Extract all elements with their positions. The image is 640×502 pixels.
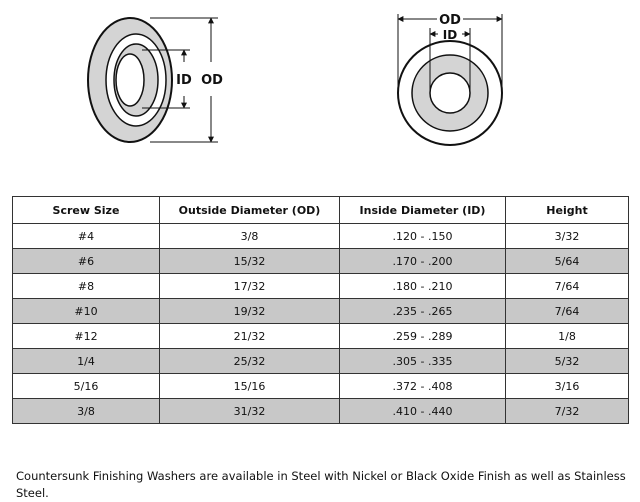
header-height: Height (506, 197, 629, 224)
cell-outside-diameter: 31/32 (160, 399, 340, 424)
cell-outside-diameter: 17/32 (160, 274, 340, 299)
cell-screw-size: 3/8 (13, 399, 160, 424)
cell-inside-diameter: .259 - .289 (340, 324, 506, 349)
cell-height: 1/8 (506, 324, 629, 349)
cell-inside-diameter: .372 - .408 (340, 374, 506, 399)
washer-diagram (0, 0, 640, 190)
cell-inside-diameter: .410 - .440 (340, 399, 506, 424)
washer-size-table (12, 196, 629, 424)
cell-screw-size: #6 (13, 249, 160, 274)
cell-screw-size: #8 (13, 274, 160, 299)
header-outside-diameter: Outside Diameter (OD) (160, 197, 340, 224)
washer-side-view (88, 18, 223, 142)
cell-screw-size: #10 (13, 299, 160, 324)
table-row (13, 249, 629, 274)
header-inside-diameter: Inside Diameter (ID) (340, 197, 506, 224)
side-id-label: ID (176, 73, 192, 88)
table-row (13, 224, 629, 249)
table-header-row (13, 197, 629, 224)
cell-inside-diameter: .305 - .335 (340, 349, 506, 374)
cell-inside-diameter: .235 - .265 (340, 299, 506, 324)
table-row (13, 374, 629, 399)
availability-note: Countersunk Finishing Washers are available in Steel with Nickel or Black Oxide Finish as well as Stainless Steel. (16, 468, 626, 500)
cell-height: 7/32 (506, 399, 629, 424)
cell-outside-diameter: 15/32 (160, 249, 340, 274)
cell-height: 7/64 (506, 274, 629, 299)
cell-outside-diameter: 21/32 (160, 324, 340, 349)
cell-height: 5/64 (506, 249, 629, 274)
washer-top-view (398, 13, 502, 145)
top-id-label: ID (442, 28, 458, 42)
table-row (13, 349, 629, 374)
cell-screw-size: 5/16 (13, 374, 160, 399)
cell-outside-diameter: 19/32 (160, 299, 340, 324)
cell-height: 3/32 (506, 224, 629, 249)
cell-screw-size: #4 (13, 224, 160, 249)
top-od-label: OD (439, 13, 461, 28)
cell-inside-diameter: .170 - .200 (340, 249, 506, 274)
table-row (13, 324, 629, 349)
cell-height: 3/16 (506, 374, 629, 399)
cell-outside-diameter: 3/8 (160, 224, 340, 249)
cell-height: 5/32 (506, 349, 629, 374)
side-od-label: OD (201, 73, 223, 88)
cell-inside-diameter: .120 - .150 (340, 224, 506, 249)
cell-screw-size: 1/4 (13, 349, 160, 374)
table-row (13, 274, 629, 299)
table-row (13, 299, 629, 324)
cell-outside-diameter: 15/16 (160, 374, 340, 399)
header-screw-size: Screw Size (13, 197, 160, 224)
table-row (13, 399, 629, 424)
cell-screw-size: #12 (13, 324, 160, 349)
cell-height: 7/64 (506, 299, 629, 324)
cell-outside-diameter: 25/32 (160, 349, 340, 374)
cell-inside-diameter: .180 - .210 (340, 274, 506, 299)
